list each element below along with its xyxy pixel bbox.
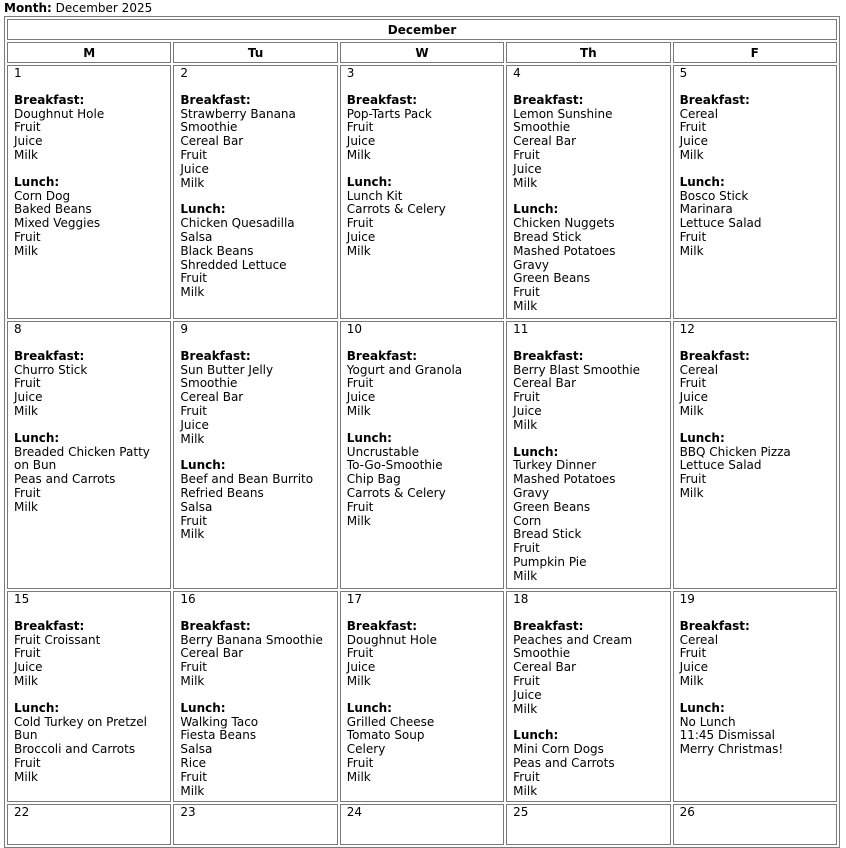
menu-item: Berry Blast Smoothie bbox=[513, 362, 641, 377]
lunch-menu bbox=[347, 176, 497, 259]
calendar-title: December bbox=[7, 19, 837, 40]
day-number: 19 bbox=[679, 592, 695, 606]
menu-item: Fruit bbox=[14, 229, 41, 244]
menu-item: Juice bbox=[679, 134, 709, 149]
menu-item: Milk bbox=[14, 499, 38, 514]
menu-item: Cereal bbox=[679, 106, 719, 121]
breakfast-label: Breakfast: bbox=[513, 92, 584, 107]
menu-item: Salsa bbox=[180, 742, 213, 757]
lunch-label: Lunch: bbox=[346, 174, 392, 189]
lunch-label: Lunch: bbox=[180, 202, 226, 217]
lunch-label: Lunch: bbox=[679, 430, 725, 445]
menu-item: Green Beans bbox=[513, 499, 591, 514]
breakfast-label: Breakfast: bbox=[180, 348, 251, 363]
day-cell bbox=[7, 804, 171, 845]
menu-item: To-Go-Smoothie bbox=[346, 458, 443, 473]
day-cell bbox=[173, 591, 337, 802]
menu-item: Milk bbox=[346, 513, 371, 528]
menu-item: Cereal bbox=[679, 362, 719, 377]
weekday-monday: M bbox=[7, 42, 171, 63]
lunch-menu bbox=[14, 432, 164, 515]
day-cell bbox=[173, 804, 337, 845]
menu-item: Bread Stick bbox=[513, 229, 582, 244]
menu-item: Carrots & Celery bbox=[346, 202, 446, 217]
weekday-tuesday: Tu bbox=[173, 42, 337, 63]
menu-item: Beef and Bean Burrito bbox=[180, 472, 314, 487]
menu-item: Bread Stick bbox=[513, 527, 582, 542]
breakfast-label: Breakfast: bbox=[679, 348, 750, 363]
lunch-label: Lunch: bbox=[513, 202, 559, 217]
day-number: 16 bbox=[180, 592, 196, 606]
breakfast-label: Breakfast: bbox=[679, 92, 750, 107]
day-number: 26 bbox=[679, 805, 695, 819]
breakfast-label: Breakfast: bbox=[180, 618, 251, 633]
menu-item: Milk bbox=[679, 673, 704, 688]
menu-item: Salsa bbox=[180, 499, 213, 514]
day-number: 12 bbox=[679, 322, 695, 336]
menu-item: Fruit bbox=[346, 376, 374, 391]
menu-item: Milk bbox=[513, 175, 538, 190]
menu-item: Milk bbox=[513, 298, 538, 313]
menu-item: Milk bbox=[513, 417, 538, 432]
breakfast-menu bbox=[513, 620, 663, 717]
menu-item: Gravy bbox=[513, 257, 549, 272]
menu-item: 11:45 Dismissal bbox=[679, 728, 775, 743]
breakfast-menu bbox=[14, 620, 164, 689]
menu-item: Corn Dog bbox=[14, 188, 71, 203]
menu-item: Fruit bbox=[346, 646, 374, 661]
breakfast-label: Breakfast: bbox=[346, 618, 418, 633]
menu-item: Milk bbox=[14, 769, 38, 784]
menu-item: Fruit bbox=[513, 541, 540, 556]
menu-item: Juice bbox=[346, 660, 376, 675]
day-number: 3 bbox=[346, 66, 355, 80]
calendar-body bbox=[7, 65, 837, 845]
menu-item: Shredded Lettuce bbox=[180, 257, 287, 272]
breakfast-menu bbox=[513, 94, 663, 191]
day-cell bbox=[506, 804, 670, 845]
menu-item: Baked Beans bbox=[14, 202, 92, 217]
menu-item: Refried Beans bbox=[180, 485, 264, 500]
menu-item: Juice bbox=[346, 229, 376, 244]
weekday-thursday: Th bbox=[506, 42, 670, 63]
day-number: 4 bbox=[513, 66, 521, 80]
day-number: 10 bbox=[346, 322, 363, 336]
day-number: 5 bbox=[679, 66, 688, 80]
menu-item: Milk bbox=[180, 673, 205, 688]
menu-item: Milk bbox=[14, 147, 38, 162]
menu-item: Milk bbox=[513, 568, 538, 583]
menu-item: Mashed Potatoes bbox=[513, 243, 616, 258]
month-value: December 2025 bbox=[55, 1, 153, 15]
menu-item: Peas and Carrots bbox=[513, 755, 615, 770]
menu-item: Fruit bbox=[346, 755, 374, 770]
day-number: 24 bbox=[346, 805, 363, 819]
menu-item: Yogurt and Granola bbox=[346, 362, 463, 377]
menu-item: Milk bbox=[180, 527, 205, 542]
menu-item: Mini Corn Dogs bbox=[513, 742, 604, 757]
day-cell bbox=[673, 804, 837, 845]
lunch-menu bbox=[180, 702, 330, 799]
lunch-label: Lunch: bbox=[346, 430, 392, 445]
calendar-week bbox=[7, 804, 837, 845]
menu-item: Fruit bbox=[346, 216, 374, 231]
day-cell bbox=[340, 65, 504, 319]
menu-item: Fruit bbox=[513, 769, 540, 784]
menu-item: Lettuce Salad bbox=[679, 216, 762, 231]
lunch-menu bbox=[14, 176, 164, 259]
lunch-label: Lunch: bbox=[14, 174, 60, 189]
day-cell bbox=[7, 591, 171, 802]
menu-item: Juice bbox=[513, 403, 542, 418]
lunch-label: Lunch: bbox=[679, 174, 725, 189]
menu-item: Doughnut Hole bbox=[346, 632, 438, 647]
breakfast-label: Breakfast: bbox=[346, 92, 418, 107]
menu-item: Fruit bbox=[14, 376, 41, 391]
breakfast-menu bbox=[680, 620, 830, 689]
menu-item: Juice bbox=[180, 417, 209, 432]
breakfast-menu bbox=[14, 350, 164, 419]
lunch-menu bbox=[513, 729, 663, 798]
menu-item: Uncrustable bbox=[346, 444, 419, 459]
menu-item: Milk bbox=[346, 769, 371, 784]
lunch-menu bbox=[513, 446, 663, 584]
menu-item: Milk bbox=[14, 243, 38, 258]
menu-item: Churro Stick bbox=[14, 362, 88, 377]
lunch-label: Lunch: bbox=[14, 430, 60, 445]
menu-item: Berry Banana Smoothie bbox=[180, 632, 323, 647]
lunch-label: Lunch: bbox=[14, 700, 60, 715]
lunch-label: Lunch: bbox=[679, 700, 725, 715]
menu-item: Juice bbox=[346, 134, 376, 149]
breakfast-label: Breakfast: bbox=[14, 92, 85, 107]
menu-item: Corn bbox=[513, 513, 542, 528]
lunch-menu bbox=[513, 203, 663, 313]
weekday-wednesday: W bbox=[340, 42, 504, 63]
menu-item: Mashed Potatoes bbox=[513, 472, 616, 487]
menu-calendar bbox=[4, 16, 840, 848]
menu-item: Tomato Soup bbox=[346, 728, 425, 743]
calendar-week bbox=[7, 65, 837, 319]
menu-item: Cereal Bar bbox=[180, 134, 244, 149]
day-number: 11 bbox=[513, 322, 529, 336]
menu-item: Fruit bbox=[180, 660, 207, 675]
menu-item: Rice bbox=[180, 755, 207, 770]
menu-item: Fruit bbox=[513, 147, 540, 162]
menu-item: Fruit bbox=[679, 472, 707, 487]
menu-item: Fruit bbox=[180, 513, 207, 528]
breakfast-label: Breakfast: bbox=[513, 618, 584, 633]
lunch-label: Lunch: bbox=[513, 728, 559, 743]
breakfast-label: Breakfast: bbox=[14, 348, 85, 363]
menu-item: Juice bbox=[679, 390, 709, 405]
menu-item: Strawberry Banana Smoothie bbox=[180, 106, 296, 135]
day-number: 2 bbox=[180, 66, 189, 80]
breakfast-menu bbox=[180, 350, 330, 447]
menu-item: Turkey Dinner bbox=[513, 458, 597, 473]
menu-item: Fruit bbox=[14, 120, 41, 135]
menu-item: Milk bbox=[180, 285, 205, 300]
menu-item: Juice bbox=[513, 161, 542, 176]
menu-item: Broccoli and Carrots bbox=[14, 742, 136, 757]
menu-item: Milk bbox=[14, 403, 38, 418]
menu-item: Gravy bbox=[513, 485, 549, 500]
calendar-week bbox=[7, 591, 837, 802]
menu-item: Bosco Stick bbox=[679, 188, 749, 203]
breakfast-menu bbox=[513, 350, 663, 433]
menu-item: Peas and Carrots bbox=[14, 472, 116, 487]
menu-item: Peaches and Cream Smoothie bbox=[513, 632, 633, 661]
lunch-menu bbox=[680, 702, 830, 757]
menu-item: Cereal Bar bbox=[513, 134, 577, 149]
menu-item: Sun Butter Jelly Smoothie bbox=[180, 362, 274, 391]
day-cell bbox=[506, 321, 670, 589]
menu-item: Fruit bbox=[679, 646, 707, 661]
menu-item: Juice bbox=[14, 134, 43, 149]
month-header bbox=[4, 1, 152, 15]
lunch-label: Lunch: bbox=[513, 444, 559, 459]
lunch-menu bbox=[347, 432, 497, 529]
menu-item: Fiesta Beans bbox=[180, 728, 257, 743]
menu-item: Pumpkin Pie bbox=[513, 554, 587, 569]
menu-item: Green Beans bbox=[513, 271, 591, 286]
day-number: 8 bbox=[14, 322, 22, 336]
menu-item: Milk bbox=[679, 243, 704, 258]
breakfast-menu bbox=[680, 94, 830, 163]
menu-item: Juice bbox=[14, 660, 43, 675]
menu-item: Cereal Bar bbox=[513, 660, 577, 675]
day-cell bbox=[7, 65, 171, 319]
menu-item: Milk bbox=[513, 701, 538, 716]
menu-item: Fruit Croissant bbox=[14, 632, 101, 647]
menu-item: Lettuce Salad bbox=[679, 458, 762, 473]
lunch-label: Lunch: bbox=[346, 700, 392, 715]
menu-item: Grilled Cheese bbox=[346, 714, 435, 729]
menu-item: Milk bbox=[679, 485, 704, 500]
day-number: 1 bbox=[14, 66, 22, 80]
menu-item: BBQ Chicken Pizza bbox=[679, 444, 791, 459]
day-cell bbox=[673, 321, 837, 589]
breakfast-label: Breakfast: bbox=[14, 618, 85, 633]
menu-item: Lemon Sunshine Smoothie bbox=[513, 106, 613, 135]
day-number: 9 bbox=[180, 322, 189, 336]
menu-item: Juice bbox=[14, 390, 43, 405]
breakfast-label: Breakfast: bbox=[513, 348, 584, 363]
menu-item: Fruit bbox=[180, 271, 207, 286]
menu-item: Fruit bbox=[180, 769, 207, 784]
day-number: 22 bbox=[14, 805, 30, 819]
breakfast-menu bbox=[14, 94, 164, 163]
menu-item: Fruit bbox=[679, 376, 707, 391]
menu-item: Milk bbox=[14, 673, 38, 688]
breakfast-label: Breakfast: bbox=[346, 348, 418, 363]
menu-item: Fruit bbox=[513, 390, 540, 405]
menu-item: Celery bbox=[346, 742, 386, 757]
menu-item: Black Beans bbox=[180, 243, 254, 258]
day-cell bbox=[340, 804, 504, 845]
lunch-menu bbox=[14, 702, 164, 785]
menu-item: Cereal Bar bbox=[180, 646, 244, 661]
menu-item: Chicken Quesadilla bbox=[180, 216, 295, 231]
menu-item: Milk bbox=[346, 243, 371, 258]
breakfast-menu bbox=[347, 350, 497, 419]
day-number: 17 bbox=[346, 592, 363, 606]
menu-item: Fruit bbox=[679, 229, 707, 244]
menu-item: Milk bbox=[346, 403, 371, 418]
day-cell bbox=[340, 591, 504, 802]
menu-item: Cereal Bar bbox=[513, 376, 577, 391]
month-label: Month: bbox=[4, 1, 52, 15]
day-number: 23 bbox=[180, 805, 196, 819]
menu-item: Fruit bbox=[14, 485, 41, 500]
breakfast-label: Breakfast: bbox=[180, 92, 251, 107]
menu-item: Milk bbox=[679, 403, 704, 418]
lunch-menu bbox=[680, 176, 830, 259]
menu-item: Fruit bbox=[346, 499, 374, 514]
lunch-menu bbox=[180, 459, 330, 542]
menu-item: Milk bbox=[180, 175, 205, 190]
menu-item: Fruit bbox=[679, 120, 707, 135]
menu-item: Fruit bbox=[513, 673, 540, 688]
day-cell bbox=[506, 591, 670, 802]
breakfast-menu bbox=[180, 620, 330, 689]
breakfast-menu bbox=[347, 94, 497, 163]
menu-item: Fruit bbox=[513, 285, 540, 300]
day-number: 25 bbox=[513, 805, 529, 819]
breakfast-label: Breakfast: bbox=[679, 618, 750, 633]
menu-item: Milk bbox=[513, 783, 538, 798]
breakfast-menu bbox=[680, 350, 830, 419]
lunch-label: Lunch: bbox=[180, 458, 226, 473]
menu-item: Breaded Chicken Patty on Bun bbox=[14, 444, 150, 473]
menu-item: Cold Turkey on Pretzel Bun bbox=[14, 714, 147, 743]
menu-item: Marinara bbox=[679, 202, 733, 217]
breakfast-menu bbox=[347, 620, 497, 689]
menu-item: Milk bbox=[180, 783, 205, 798]
day-cell bbox=[7, 321, 171, 589]
day-cell bbox=[173, 321, 337, 589]
lunch-menu bbox=[347, 702, 497, 785]
menu-item: Fruit bbox=[180, 147, 207, 162]
menu-item: Juice bbox=[513, 687, 542, 702]
day-cell bbox=[673, 65, 837, 319]
menu-item: Fruit bbox=[346, 120, 374, 135]
lunch-menu bbox=[180, 203, 330, 300]
menu-item: Milk bbox=[346, 147, 371, 162]
menu-item: Fruit bbox=[14, 646, 41, 661]
menu-item: Mixed Veggies bbox=[14, 216, 101, 231]
menu-item: Cereal bbox=[679, 632, 719, 647]
menu-item: Juice bbox=[346, 390, 376, 405]
day-number: 15 bbox=[14, 592, 30, 606]
menu-item: Fruit bbox=[14, 755, 41, 770]
menu-item: Walking Taco bbox=[180, 714, 259, 729]
lunch-label: Lunch: bbox=[180, 700, 226, 715]
day-cell bbox=[173, 65, 337, 319]
day-cell bbox=[506, 65, 670, 319]
lunch-menu bbox=[680, 432, 830, 501]
menu-item: Pop-Tarts Pack bbox=[346, 106, 432, 121]
menu-item: Doughnut Hole bbox=[14, 106, 105, 121]
menu-item: Juice bbox=[180, 161, 209, 176]
menu-item: Chip Bag bbox=[346, 472, 401, 487]
menu-item: Chicken Nuggets bbox=[513, 216, 615, 231]
menu-item: Milk bbox=[346, 673, 371, 688]
menu-item: Carrots & Celery bbox=[346, 485, 446, 500]
menu-item: Salsa bbox=[180, 229, 213, 244]
menu-item: Juice bbox=[679, 660, 709, 675]
day-number: 18 bbox=[513, 592, 529, 606]
menu-item: Lunch Kit bbox=[346, 188, 403, 203]
breakfast-menu bbox=[180, 94, 330, 191]
menu-item: Milk bbox=[679, 147, 704, 162]
weekday-friday: F bbox=[673, 42, 837, 63]
menu-item: Merry Christmas! bbox=[679, 742, 784, 757]
menu-item: Cereal Bar bbox=[180, 390, 244, 405]
day-cell bbox=[673, 591, 837, 802]
menu-item: Fruit bbox=[180, 403, 207, 418]
menu-item: Milk bbox=[180, 431, 205, 446]
day-cell bbox=[340, 321, 504, 589]
calendar-week bbox=[7, 321, 837, 589]
menu-item: No Lunch bbox=[679, 714, 736, 729]
